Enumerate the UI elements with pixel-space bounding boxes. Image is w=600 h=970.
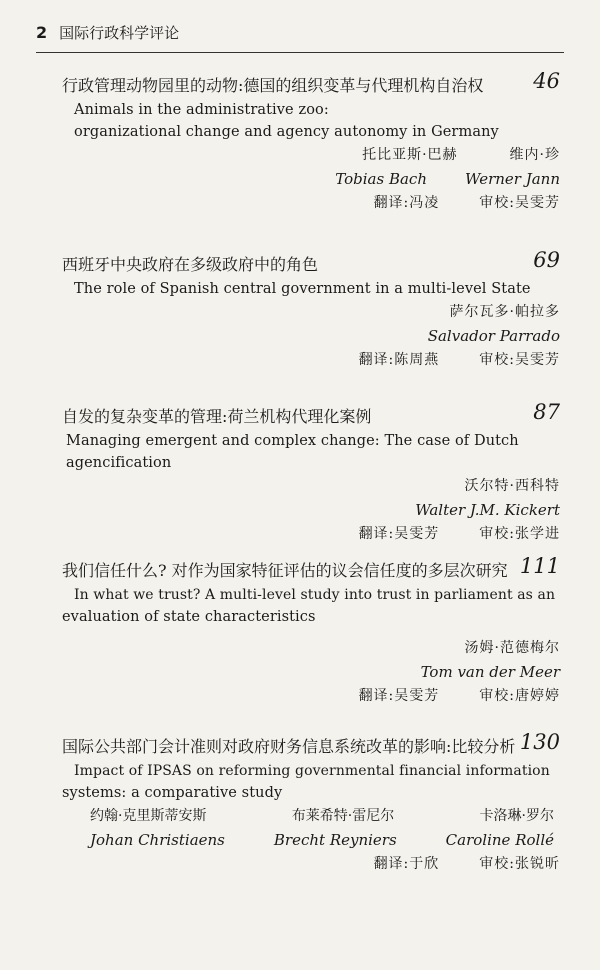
reviewer: 审校:吴雯芳: [479, 195, 560, 211]
author-name-en: Werner Jann: [465, 170, 560, 188]
author-name-en: Brecht Reyniers: [273, 831, 397, 849]
translator: 翻译:冯凌: [373, 195, 440, 211]
author-name-zh: 布莱希特·雷尼尔: [291, 808, 395, 824]
entry-page-number: 130: [519, 730, 560, 754]
entry-title-en: systems: a comparative study: [62, 785, 283, 801]
entry-page-number: 111: [519, 554, 560, 578]
entry-page-number: 87: [533, 400, 560, 424]
translator: 翻译:吴雯芳: [358, 526, 440, 542]
header-divider: [36, 52, 564, 53]
author-name-zh: 托比亚斯·巴赫: [362, 147, 458, 163]
entry-title-en: evaluation of state characteristics: [62, 609, 316, 625]
translator: 翻译:吴雯芳: [358, 688, 440, 704]
author-name-zh: 维内·珍: [509, 147, 560, 163]
toc-entry: [62, 400, 560, 546]
entry-title-en: organizational change and agency autonomy in Germany: [74, 124, 499, 140]
author-name-en: Johan Christiaens: [90, 831, 225, 849]
reviewer: 审校:唐婷婷: [479, 688, 560, 704]
author-name-en: Walter J.M. Kickert: [415, 501, 560, 519]
author-name-zh: 萨尔瓦多·帕拉多: [449, 304, 560, 320]
running-header: [36, 22, 179, 43]
page-number: 2: [36, 23, 48, 42]
translator: 翻译:陈周燕: [358, 352, 440, 368]
entry-title-en: Managing emergent and complex change: The case of Dutch agencification: [66, 433, 519, 471]
entry-title-zh: 我们信任什么? 对作为国家特征评估的议会信任度的多层次研究: [62, 561, 508, 580]
author-name-zh: 沃尔特·西科特: [464, 478, 560, 494]
entry-title-en: Impact of IPSAS on reforming governmental financial information: [74, 763, 550, 779]
entry-page-number: 69: [533, 248, 560, 272]
author-name-zh: 约翰·克里斯蒂安斯: [90, 808, 207, 824]
entry-title-zh: 国际公共部门会计准则对政府财务信息系统改革的影响:比较分析: [62, 737, 516, 756]
author-name-en: Caroline Rollé: [445, 831, 554, 849]
reviewer: 审校:张学进: [479, 526, 560, 542]
entry-title-en: Animals in the administrative zoo:: [74, 102, 329, 118]
entry-title-zh: 行政管理动物园里的动物:德国的组织变革与代理机构自治权: [62, 76, 484, 95]
entry-title-en: In what we trust? A multi-level study into trust in parliament as an: [74, 587, 556, 603]
author-name-zh: 汤姆·范德梅尔: [464, 640, 560, 656]
toc-entry: [62, 69, 560, 215]
author-name-zh: 卡洛琳·罗尔: [479, 808, 554, 824]
reviewer: 审校:张锐昕: [479, 856, 560, 872]
entry-page-number: 46: [533, 69, 560, 93]
author-name-en: Salvador Parrado: [427, 327, 560, 345]
author-name-en: Tom van der Meer: [420, 663, 560, 681]
entry-title-zh: 自发的复杂变革的管理:荷兰机构代理化案例: [62, 407, 372, 426]
toc-entry: [62, 730, 560, 876]
author-name-en: Tobias Bach: [335, 170, 427, 188]
reviewer: 审校:吴雯芳: [479, 352, 560, 368]
toc-entry: [62, 554, 560, 708]
journal-title: 国际行政科学评论: [59, 24, 180, 42]
entry-title-zh: 西班牙中央政府在多级政府中的角色: [62, 255, 319, 274]
translator: 翻译:于欣: [373, 856, 440, 872]
entry-title-en: The role of Spanish central government in a multi-level State: [74, 281, 531, 297]
toc-entry: [62, 248, 560, 372]
